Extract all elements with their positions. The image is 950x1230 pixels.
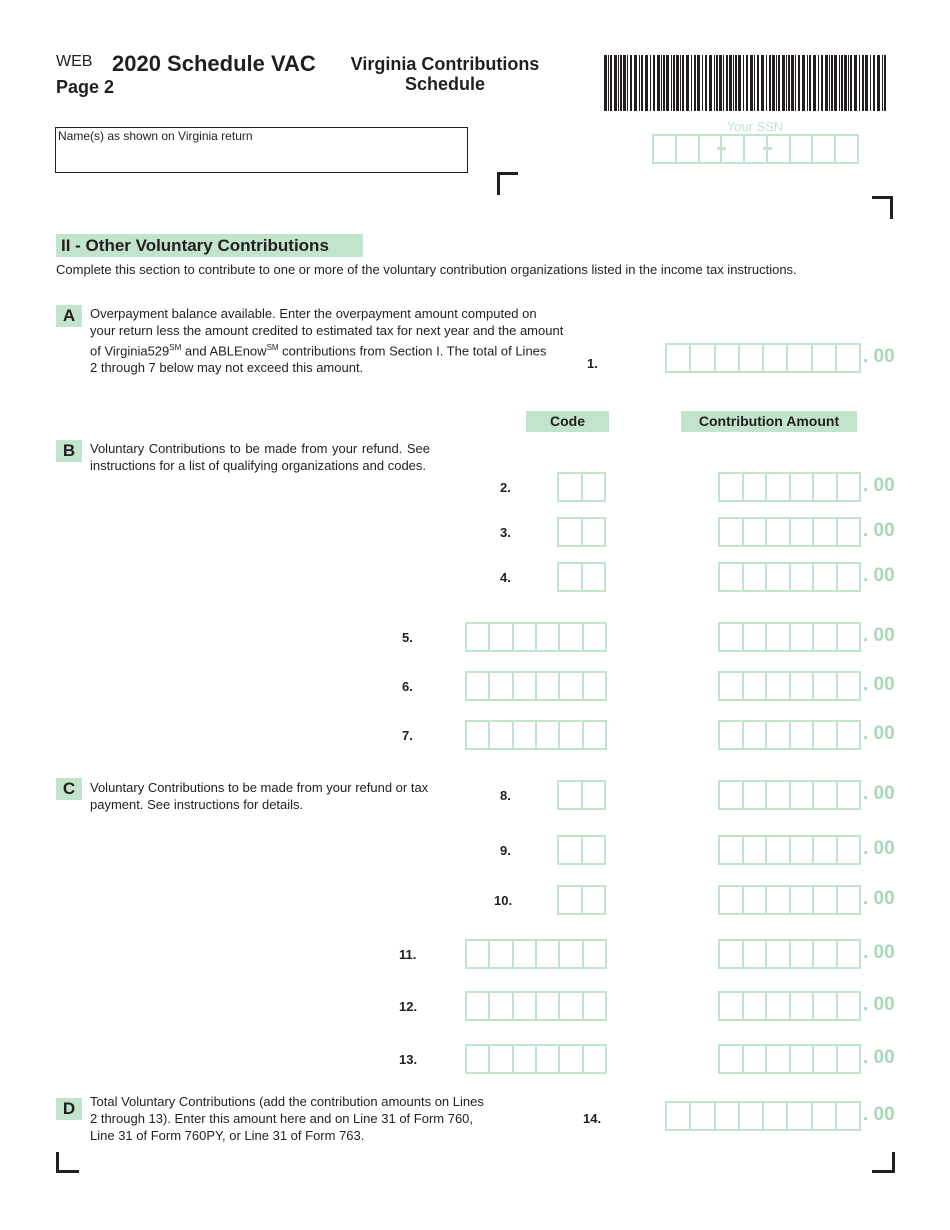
line-1-number: 1. bbox=[587, 356, 598, 371]
barcode-bar bbox=[723, 55, 724, 111]
barcode-bar bbox=[825, 55, 828, 111]
barcode-bar bbox=[671, 55, 672, 111]
line-4-number: 4. bbox=[500, 570, 511, 585]
barcode-bar bbox=[865, 55, 868, 111]
barcode-bar bbox=[862, 55, 864, 111]
line-8-cents: . 00 bbox=[863, 783, 895, 804]
part-a-letter: A bbox=[56, 305, 82, 327]
barcode-bar bbox=[841, 55, 843, 111]
barcode-bar bbox=[719, 55, 722, 111]
barcode-bar bbox=[608, 55, 609, 111]
ssn-label: Your SSN bbox=[726, 119, 784, 134]
barcode-bar bbox=[743, 55, 744, 111]
line-14-amount-input[interactable] bbox=[665, 1101, 861, 1131]
line-7-amount-input[interactable] bbox=[718, 720, 861, 750]
corner-mark-top-left bbox=[497, 172, 518, 195]
form-id: WEB bbox=[56, 53, 93, 70]
barcode-bar bbox=[666, 55, 669, 111]
barcode-bar bbox=[686, 55, 689, 111]
line-9-code-input[interactable] bbox=[557, 835, 606, 865]
line-10-code-input[interactable] bbox=[557, 885, 606, 915]
barcode-bar bbox=[766, 55, 767, 111]
barcode-bar bbox=[850, 55, 852, 111]
barcode-bar bbox=[709, 55, 712, 111]
name-field-label: Name(s) as shown on Virginia return bbox=[58, 129, 253, 143]
corner-mark-bottom-left bbox=[56, 1152, 79, 1173]
barcode-bar bbox=[844, 55, 847, 111]
line-13-cents: . 00 bbox=[863, 1047, 895, 1068]
barcode-bar bbox=[834, 55, 837, 111]
barcode-bar bbox=[691, 55, 692, 111]
line-13-amount-input[interactable] bbox=[718, 1044, 861, 1074]
barcode-bar bbox=[623, 55, 626, 111]
line-3-cents: . 00 bbox=[863, 520, 895, 541]
barcode-bar bbox=[829, 55, 830, 111]
barcode-bar bbox=[848, 55, 849, 111]
line-9-cents: . 00 bbox=[863, 838, 895, 859]
barcode-bar bbox=[634, 55, 637, 111]
barcode-bar bbox=[653, 55, 655, 111]
schedule-title-1: Virginia Contributions bbox=[350, 54, 540, 74]
part-a-text: Overpayment balance available. Enter the overpayment amount computed on your return less the amount credited to estimated tax for next year and the amount of Virginia529℠ and ABLEnow℠ contributions from Section I. The total of Lines 2 through 7 below may not exceed this amount. bbox=[90, 306, 564, 376]
line-7-code-input[interactable] bbox=[465, 720, 607, 750]
barcode-bar bbox=[754, 55, 755, 111]
line-7-number: 7. bbox=[402, 728, 413, 743]
barcode-bar bbox=[769, 55, 771, 111]
line-6-cents: . 00 bbox=[863, 674, 895, 695]
corner-mark-top-right bbox=[872, 196, 893, 219]
line-5-cents: . 00 bbox=[863, 625, 895, 646]
barcode-bar bbox=[614, 55, 617, 111]
barcode-bar bbox=[818, 55, 819, 111]
barcode-bar bbox=[657, 55, 660, 111]
line-3-code-input[interactable] bbox=[557, 517, 606, 547]
line-3-number: 3. bbox=[500, 525, 511, 540]
line-1-cents: . 00 bbox=[863, 346, 895, 367]
line-1-amount-input[interactable] bbox=[665, 343, 861, 373]
line-11-number: 11. bbox=[399, 947, 417, 962]
line-9-amount-input[interactable] bbox=[718, 835, 861, 865]
line-9-number: 9. bbox=[500, 843, 511, 858]
barcode-bar bbox=[798, 55, 800, 111]
line-13-code-input[interactable] bbox=[465, 1044, 607, 1074]
ssn-dash-2 bbox=[763, 147, 772, 150]
barcode-bar bbox=[726, 55, 728, 111]
barcode-bar bbox=[630, 55, 632, 111]
barcode-bar bbox=[873, 55, 875, 111]
line-6-code-input[interactable] bbox=[465, 671, 607, 701]
line-8-code-input[interactable] bbox=[557, 780, 606, 810]
line-14-number: 14. bbox=[583, 1111, 602, 1126]
line-6-number: 6. bbox=[402, 679, 413, 694]
barcode-bar bbox=[716, 55, 718, 111]
line-10-number: 10. bbox=[494, 893, 513, 908]
line-4-amount-input[interactable] bbox=[718, 562, 861, 592]
line-7-cents: . 00 bbox=[863, 723, 895, 744]
ssn-input[interactable] bbox=[652, 134, 859, 164]
line-12-amount-input[interactable] bbox=[718, 991, 861, 1021]
barcode-bar bbox=[809, 55, 811, 111]
page-number: Page 2 bbox=[56, 77, 115, 97]
barcode-bar bbox=[884, 55, 886, 111]
line-8-amount-input[interactable] bbox=[718, 780, 861, 810]
barcode-bar bbox=[782, 55, 785, 111]
barcode-bar bbox=[778, 55, 780, 111]
barcode-bar bbox=[791, 55, 794, 111]
line-5-number: 5. bbox=[402, 630, 413, 645]
barcode-bar bbox=[738, 55, 741, 111]
barcode-bar bbox=[639, 55, 640, 111]
part-d-text: Total Voluntary Contributions (add the contribution amounts on Lines 2 through 13). Enter this amount here and on Line 31 of Form 760, Line 31 of Form 760PY, or Line 31 of Form 763. bbox=[90, 1094, 484, 1143]
barcode-bar bbox=[870, 55, 871, 111]
barcode-bar bbox=[663, 55, 665, 111]
amount-column-header: Contribution Amount bbox=[681, 411, 857, 432]
barcode-bar bbox=[795, 55, 796, 111]
section-title: II - Other Voluntary Contributions bbox=[56, 234, 363, 257]
part-b-letter: B bbox=[56, 440, 82, 462]
barcode-bar bbox=[661, 55, 662, 111]
barcode-bar bbox=[641, 55, 643, 111]
barcode-bar bbox=[729, 55, 732, 111]
barcode-bar bbox=[788, 55, 790, 111]
barcode-bar bbox=[859, 55, 860, 111]
barcode-bar bbox=[821, 55, 823, 111]
barcode-bar bbox=[750, 55, 753, 111]
section-intro: Complete this section to contribute to one or more of the voluntary contribution organizations listed in the income tax instructions. bbox=[56, 262, 797, 277]
part-c-text: Voluntary Contributions to be made from your refund or tax payment. See instructions for details. bbox=[90, 780, 429, 812]
line-2-number: 2. bbox=[500, 480, 511, 495]
line-5-code-input[interactable] bbox=[465, 622, 607, 652]
barcode-bar bbox=[854, 55, 857, 111]
barcode-bar bbox=[786, 55, 787, 111]
part-c-letter: C bbox=[56, 778, 82, 800]
ssn-dash-1 bbox=[717, 147, 726, 150]
barcode-bar bbox=[735, 55, 737, 111]
line-12-cents: . 00 bbox=[863, 994, 895, 1015]
line-10-cents: . 00 bbox=[863, 888, 895, 909]
line-14-cents: . 00 bbox=[863, 1104, 895, 1125]
line-11-code-input[interactable] bbox=[465, 939, 607, 969]
barcode-bar bbox=[610, 55, 612, 111]
line-12-code-input[interactable] bbox=[465, 991, 607, 1021]
line-5-amount-input[interactable] bbox=[718, 622, 861, 652]
barcode-bar bbox=[694, 55, 696, 111]
corner-mark-bottom-right bbox=[872, 1152, 895, 1173]
barcode-bar bbox=[761, 55, 764, 111]
barcode-bar bbox=[813, 55, 816, 111]
barcode-bar bbox=[702, 55, 703, 111]
barcode-bar bbox=[776, 55, 777, 111]
line-4-code-input[interactable] bbox=[557, 562, 606, 592]
line-4-cents: . 00 bbox=[863, 565, 895, 586]
line-12-number: 12. bbox=[399, 999, 418, 1014]
barcode-bar bbox=[680, 55, 681, 111]
barcode-bar bbox=[676, 55, 679, 111]
name-field[interactable] bbox=[55, 127, 468, 173]
barcode-bar bbox=[705, 55, 707, 111]
barcode-bar bbox=[807, 55, 808, 111]
barcode-bar bbox=[714, 55, 715, 111]
line-2-amount-input[interactable] bbox=[718, 472, 861, 502]
line-13-number: 13. bbox=[399, 1052, 418, 1067]
part-d-letter: D bbox=[56, 1098, 82, 1120]
barcode bbox=[604, 55, 888, 111]
line-2-code-input[interactable] bbox=[557, 472, 606, 502]
barcode-bar bbox=[620, 55, 622, 111]
barcode-bar bbox=[733, 55, 734, 111]
barcode-bar bbox=[697, 55, 700, 111]
barcode-bar bbox=[877, 55, 880, 111]
barcode-bar bbox=[757, 55, 759, 111]
code-column-header: Code bbox=[526, 411, 609, 432]
form-title: 2020 Schedule VAC bbox=[112, 51, 316, 76]
barcode-bar bbox=[802, 55, 805, 111]
schedule-title-2: Schedule bbox=[404, 74, 486, 94]
line-2-cents: . 00 bbox=[863, 475, 895, 496]
barcode-bar bbox=[673, 55, 675, 111]
barcode-bar bbox=[772, 55, 775, 111]
barcode-bar bbox=[831, 55, 833, 111]
line-3-amount-input[interactable] bbox=[718, 517, 861, 547]
line-8-number: 8. bbox=[500, 788, 511, 803]
line-11-cents: . 00 bbox=[863, 942, 895, 963]
barcode-bar bbox=[839, 55, 840, 111]
barcode-bar bbox=[650, 55, 651, 111]
barcode-bar bbox=[645, 55, 648, 111]
barcode-bar bbox=[882, 55, 883, 111]
line-10-amount-input[interactable] bbox=[718, 885, 861, 915]
barcode-bar bbox=[627, 55, 628, 111]
part-b-text: Voluntary Contributions to be made from your refund. See instructions for a list of qualifying organizations and codes. bbox=[90, 441, 430, 473]
line-11-amount-input[interactable] bbox=[718, 939, 861, 969]
barcode-bar bbox=[746, 55, 748, 111]
line-6-amount-input[interactable] bbox=[718, 671, 861, 701]
barcode-bar bbox=[604, 55, 607, 111]
barcode-bar bbox=[682, 55, 684, 111]
barcode-bar bbox=[618, 55, 619, 111]
